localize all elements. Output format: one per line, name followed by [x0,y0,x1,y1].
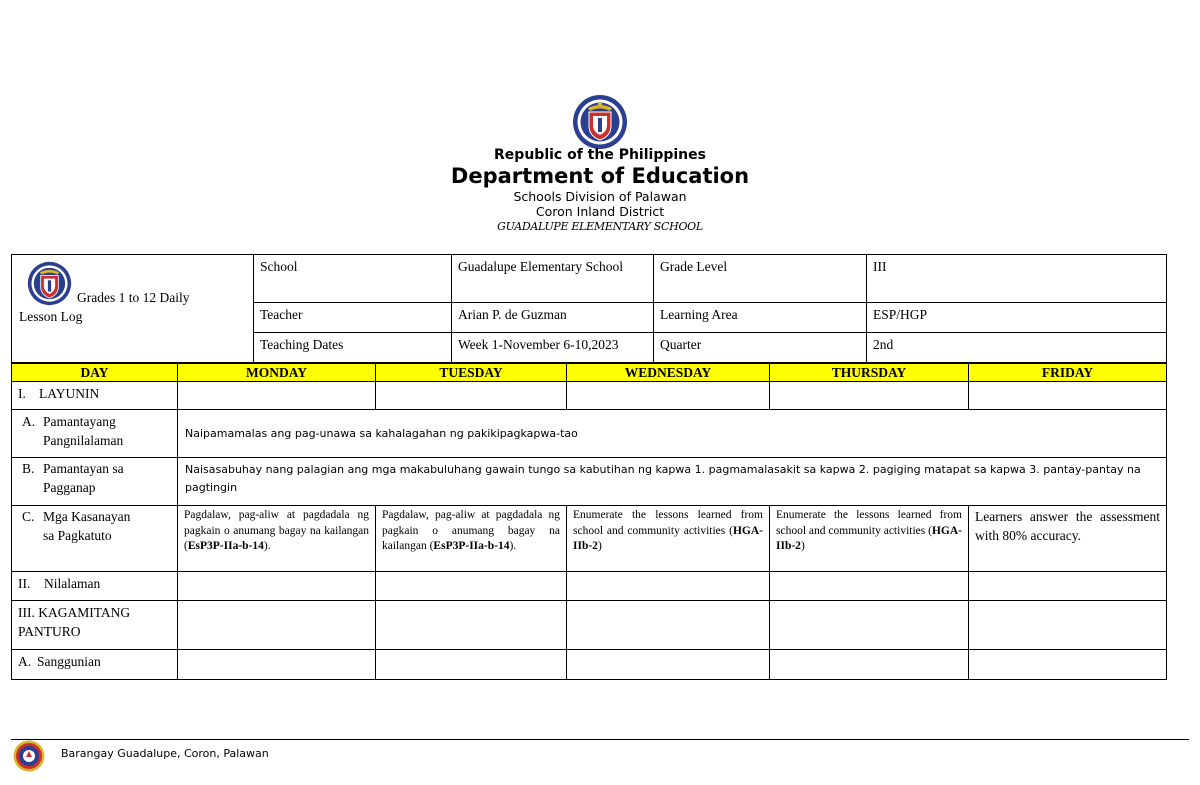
tuesday-header: TUESDAY [376,364,567,382]
learning-area-value: ESP/HGP [867,303,1167,333]
thursday-header: THURSDAY [770,364,969,382]
table-row [12,601,1167,650]
school-heading: GUADALUPE ELEMENTARY SCHOOL [497,220,703,233]
teacher-value: Arian P. de Guzman [452,303,654,333]
deped-seal-icon [27,261,72,306]
grade-level-value: III [867,255,1167,303]
empty-cell [178,601,376,650]
lesson-log-table [11,363,1167,680]
wednesday-competency: Enumerate the lessons learned from school and community activities (HGA-IIb-2) [567,506,770,572]
department-heading: Department of Education [450,164,750,188]
row-label: Pamantayang [43,414,116,429]
table-row [12,458,1167,506]
pagganap-label [12,458,178,506]
empty-cell [178,382,376,410]
monday-competency: Pagdalaw, pag-aliw at pagdadala ng pagkain o anumang bagay na kailangan (EsP3P-IIa-b-14). [178,506,376,572]
school-value: Guadalupe Elementary School [452,255,654,303]
learning-area-label: Learning Area [654,303,867,333]
kasanayan-label [12,506,178,572]
empty-cell [770,601,969,650]
day-header: DAY [12,364,178,382]
empty-cell [969,382,1167,410]
tuesday-competency: Pagdalaw, pag-aliw at pagdadala ng pagkain o anumang bagay na kailangan (EsP3P-IIa-b-14). [376,506,567,572]
competency-code: EsP3P-IIa-b-14 [433,540,510,552]
sanggunian-label [12,650,178,680]
empty-cell [567,572,770,601]
competency-code: HGA-IIb-2 [776,524,962,552]
pamantayang-label [12,410,178,458]
monday-header: MONDAY [178,364,376,382]
row-number: II. [18,576,31,591]
empty-cell [567,601,770,650]
layunin-label [12,382,178,410]
empty-cell [567,382,770,410]
division-heading: Schools Division of Palawan [513,189,687,204]
empty-cell [770,382,969,410]
row-label: sa Pagkatuto [43,528,112,543]
wednesday-header: WEDNESDAY [567,364,770,382]
friday-header: FRIDAY [969,364,1167,382]
footer-address: Barangay Guadalupe, Coron, Palawan [61,747,269,760]
empty-cell [178,572,376,601]
row-label: Sanggunian [37,654,101,669]
table-row [12,572,1167,601]
teacher-label: Teacher [254,303,452,333]
teaching-dates-value: Week 1-November 6-10,2023 [452,333,654,363]
deped-seal-icon [572,94,628,150]
teaching-dates-label: Teaching Dates [254,333,452,363]
lesson-log-subtitle: Lesson Log [19,309,83,324]
lesson-log-info-table [11,254,1167,363]
row-number: B. [22,461,35,476]
empty-cell [567,650,770,680]
empty-cell [376,572,567,601]
row-label: Pangnilalaman [43,433,124,448]
pamantayang-text: Naipamamalas ang pag-unawa sa kahalagahan ng pakikipagkapwa-tao [178,410,1167,458]
district-heading: Coron Inland District [535,204,665,219]
row-label: Pamantayan sa [43,461,124,476]
day-header-row [12,364,1167,382]
pagganap-text: Naisasabuhay nang palagian ang mga makabuluhang gawain tungo sa kabutihan ng kapwa 1. pagmamalasakit sa kapwa 2. pagiging matapat sa kapwa 3. pantay-pantay na pagtingin [178,458,1167,506]
school-label: School [254,255,452,303]
friday-competency: Learners answer the assessment with 80% accuracy. [969,506,1167,572]
table-row [12,650,1167,680]
empty-cell [770,650,969,680]
school-seal-icon [13,740,45,772]
nilalaman-label [12,572,178,601]
quarter-value: 2nd [867,333,1167,363]
competency-code: HGA-IIb-2 [573,524,763,552]
empty-cell [376,601,567,650]
row-number: C. [22,509,35,524]
row-label: III. KAGAMITANG [18,605,131,620]
table-row [12,506,1167,572]
grade-level-label: Grade Level [654,255,867,303]
competency-code: EsP3P-IIa-b-14 [187,540,264,552]
empty-cell [969,572,1167,601]
row-label: LAYUNIN [39,386,100,401]
row-number: A. [22,414,36,429]
empty-cell [969,650,1167,680]
row-label: Mga Kasanayan [43,509,131,524]
table-row [12,382,1167,410]
lesson-log-title-cell [12,255,254,363]
kagamitang-label [12,601,178,650]
empty-cell [178,650,376,680]
row-label: PANTURO [18,624,81,639]
thursday-competency: Enumerate the lessons learned from school and community activities (HGA-IIb-2) [770,506,969,572]
row-label: Nilalaman [44,576,101,591]
republic-heading: Republic of the Philippines [494,147,706,163]
empty-cell [376,382,567,410]
footer-divider [11,739,1189,740]
row-number: I. [18,386,26,401]
quarter-label: Quarter [654,333,867,363]
empty-cell [376,650,567,680]
lesson-log-title: Grades 1 to 12 Daily [77,290,190,305]
row-number: A. [18,654,32,669]
empty-cell [969,601,1167,650]
table-row [12,410,1167,458]
row-label: Pagganap [43,480,96,495]
empty-cell [770,572,969,601]
